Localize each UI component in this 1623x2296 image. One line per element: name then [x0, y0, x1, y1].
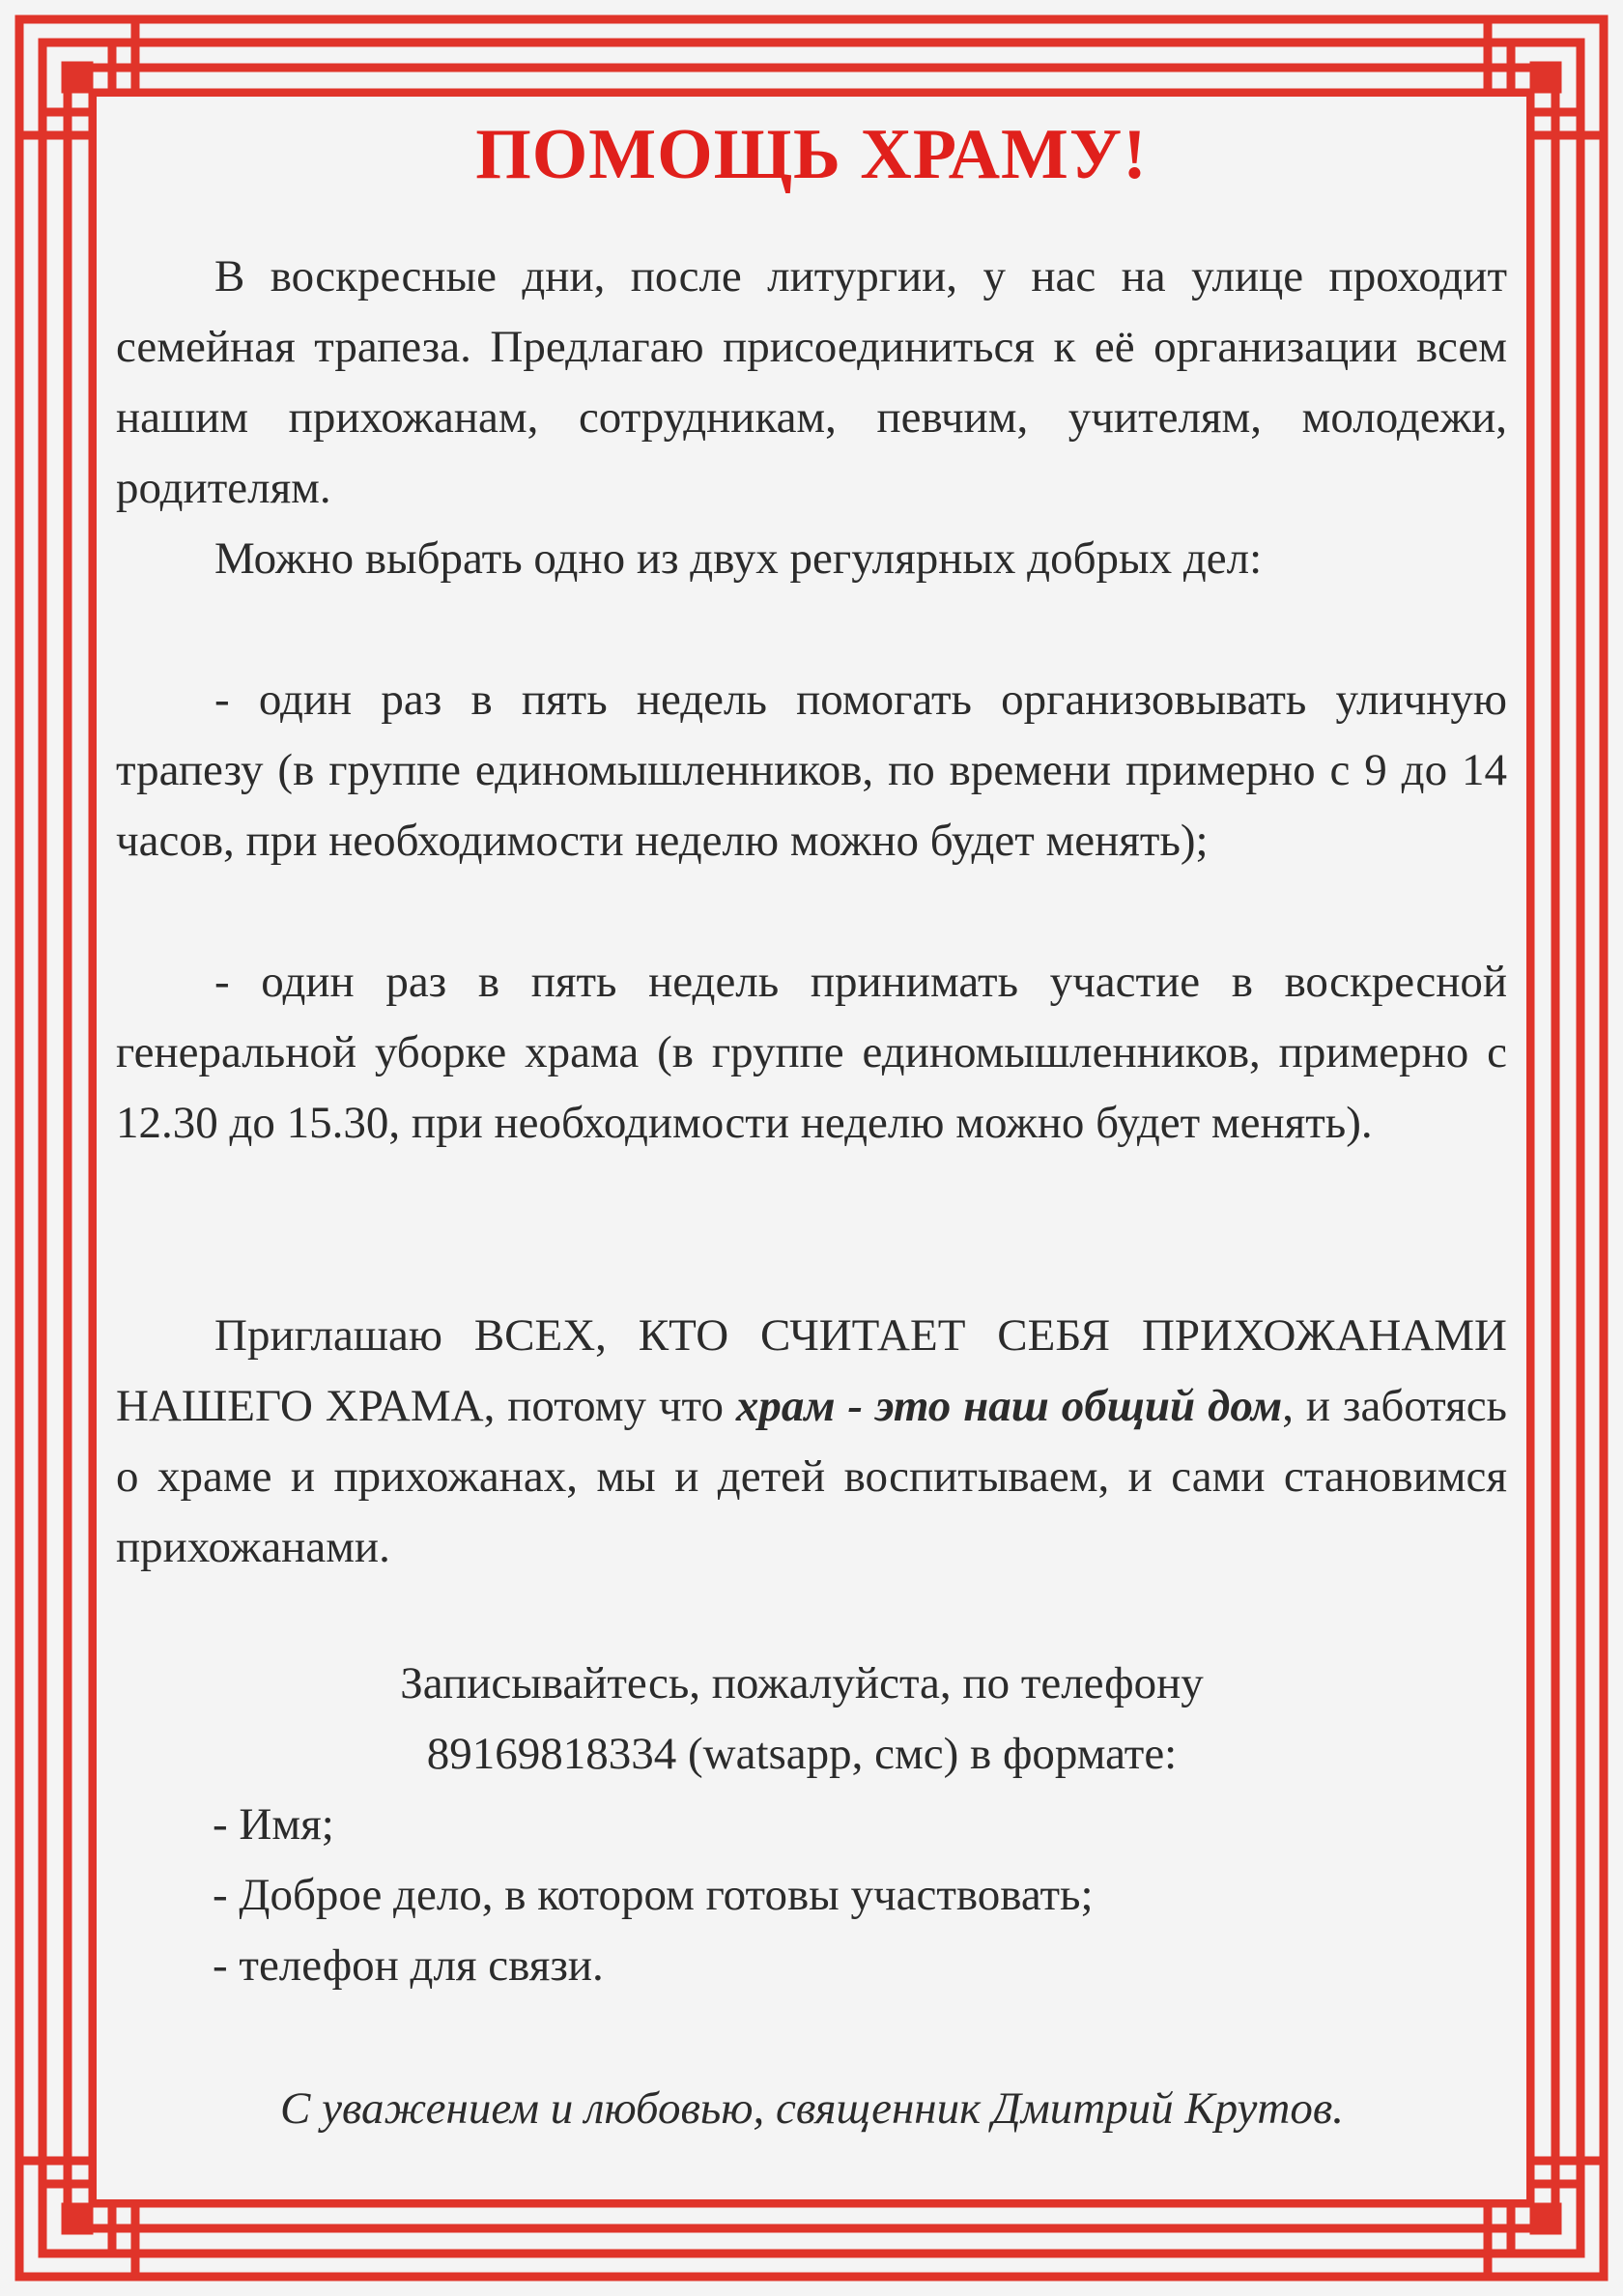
paragraph-choose: Можно выбрать одно из двух регулярных добрых дел: [214, 533, 1263, 584]
invitation-emphasis: храм - это наш общий дом [735, 1381, 1283, 1431]
invitation-text-end: , и заботясь о храме и прихожанах, мы и детей воспитываем, и сами становимся прихожанами. [116, 1381, 1507, 1572]
invitation-text: Приглашаю ВСЕХ, КТО СЧИТАЕТ СЕБЯ ПРИХОЖАНАМИ НАШЕГО ХРАМА, потому что [116, 1310, 1507, 1431]
signature: С уважением и любовью, священник Дмитрий Крутов. [280, 2083, 1344, 2134]
format-item-deed: - Доброе дело, в котором готовы участвовать; [213, 1870, 1094, 1920]
paragraph-invitation [116, 1301, 1507, 1583]
option-street-meal: - один раз в пять недель помогать организовывать уличную трапезу (в группе единомышленников, по времени примерно с 9 до 14 часов, при необходимости неделю можно будет менять); [116, 674, 1507, 866]
page-title: ПОМОЩЬ ХРАМУ! [475, 115, 1148, 194]
signup-phone: 89169818334 (watsapp, смс) в формате: [426, 1729, 1178, 1779]
paragraph-trapeza: В воскресные дни, после литургии, у нас на улице проходит семейная трапеза. Предлагаю присоединиться к её организации всем нашим прихожанам, сотрудникам, певчим, учителям, молодежи, родителям. [116, 251, 1507, 513]
signup-instruction: Записывайтесь, пожалуйста, по телефону [400, 1658, 1204, 1708]
format-item-phone: - телефон для связи. [213, 1940, 604, 1991]
option-cleaning: - один раз в пять недель принимать участие в воскресной генеральной уборке храма (в группе единомышленников, примерно с 12.30 до 15.30, при необходимости неделю можно будет менять). [116, 957, 1507, 1148]
format-item-name: - Имя; [213, 1799, 334, 1850]
